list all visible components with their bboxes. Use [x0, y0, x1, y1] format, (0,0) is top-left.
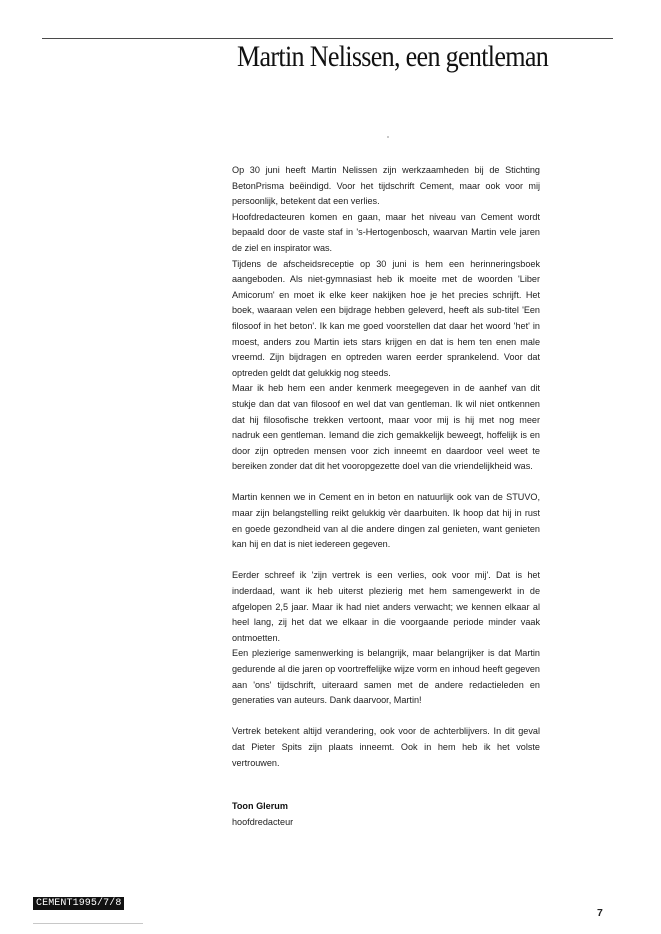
article-paragraph: Maar ik heb hem een ander kenmerk meegegeven in de aanhef van dit stukje dan dat van filosoof en wel dat van gentleman. Ik wil niet ontkennen dat hij filosofische trekken vertoont, maar voor mij is hij met nog meer nadruk een gentleman. Iemand die zich gemakkelijk beweegt, hoffelijk is en door zijn optreden mensen voor zich inneemt en daardoor veel weet te bereiken zonder dat dit het vooropgezette doel van die vriendelijkheid was. — [232, 383, 540, 472]
article-paragraph: Martin kennen we in Cement en in beton en natuurlijk ook van de STUVO, maar zijn belangstelling reikt gelukkig vèr daarbuiten. Ik hoop dat hij in rust en goede gezondheid van al die andere dingen zal genieten, want genieten kan hij en dat is niet iedereen gegeven. — [232, 492, 540, 550]
footer-rule — [33, 923, 143, 924]
signature-block — [232, 798, 293, 830]
article-body — [232, 163, 540, 771]
article-paragraph: Op 30 juni heeft Martin Nelissen zijn werkzaamheden bij de Stichting BetonPrisma beëindigd. Voor het tijdschrift Cement, maar ook voor mij persoonlijk, betekent dat een verlies. — [232, 165, 540, 207]
article-paragraph: Eerder schreef ik 'zijn vertrek is een verlies, ook voor mij'. Dat is het inderdaad, want ik heb uiterst plezierig met hem samengewerkt in de afgelopen 2,5 jaar. Maar ik had niet anders verwacht; we kennen elkaar al heel lang, zij het dat we elkaar in die voorgaande periode minder vaak ontmoetten. — [232, 570, 540, 643]
author-name: Toon Glerum — [232, 801, 288, 811]
page-number: 7 — [597, 907, 603, 919]
print-speck — [387, 136, 389, 138]
article-paragraph: Een plezierige samenwerking is belangrijk, maar belangrijker is dat Martin gedurende al die jaren op voortreffelijke wijze vorm en inhoud heeft gegeven aan 'ons' tijdschrift, uiteraard samen met de andere redactieleden en generaties van auteurs. Dank daarvoor, Martin! — [232, 648, 540, 706]
header-rule — [42, 38, 613, 39]
author-role: hoofdredacteur — [232, 817, 294, 827]
article-paragraph: Hoofdredacteuren komen en gaan, maar het niveau van Cement wordt bepaald door de vaste staf in 's-Hertogenbosch, waarvan Martin vele jaren de ziel en inspirator was. — [232, 211, 540, 253]
article-paragraph: Tijdens de afscheidsreceptie op 30 juni is hem een herinneringsboek aangeboden. Als niet-gymnasiast heb ik moeite met de woorden 'Liber Amicorum' en moet ik elke keer nakijken hoe je het precies schrijft. Het boek, waaraan velen een bijdrage hebben geleverd, heeft als sub-titel 'Een filosoof in het beton'. Ik kan me goed voorstellen dat daar het woord 'het' in moest, anders zou Martin iets stars krijgen en dat is hem ten enen male vreemd. Zijn bijdragen en optreden waren eerder sprankelend. Voor dat optreden geldt dat gelukkig nog steeds. — [232, 258, 540, 378]
article-paragraph: Vertrek betekent altijd verandering, ook voor de achterblijvers. In dit geval dat Pieter Spits zijn plaats inneemt. Ook in hem heb ik het volste vertrouwen. — [232, 726, 540, 768]
article-title: Martin Nelissen, een gentleman — [237, 40, 549, 73]
journal-issue-badge: CEMENT1995/7/8 — [33, 897, 124, 910]
